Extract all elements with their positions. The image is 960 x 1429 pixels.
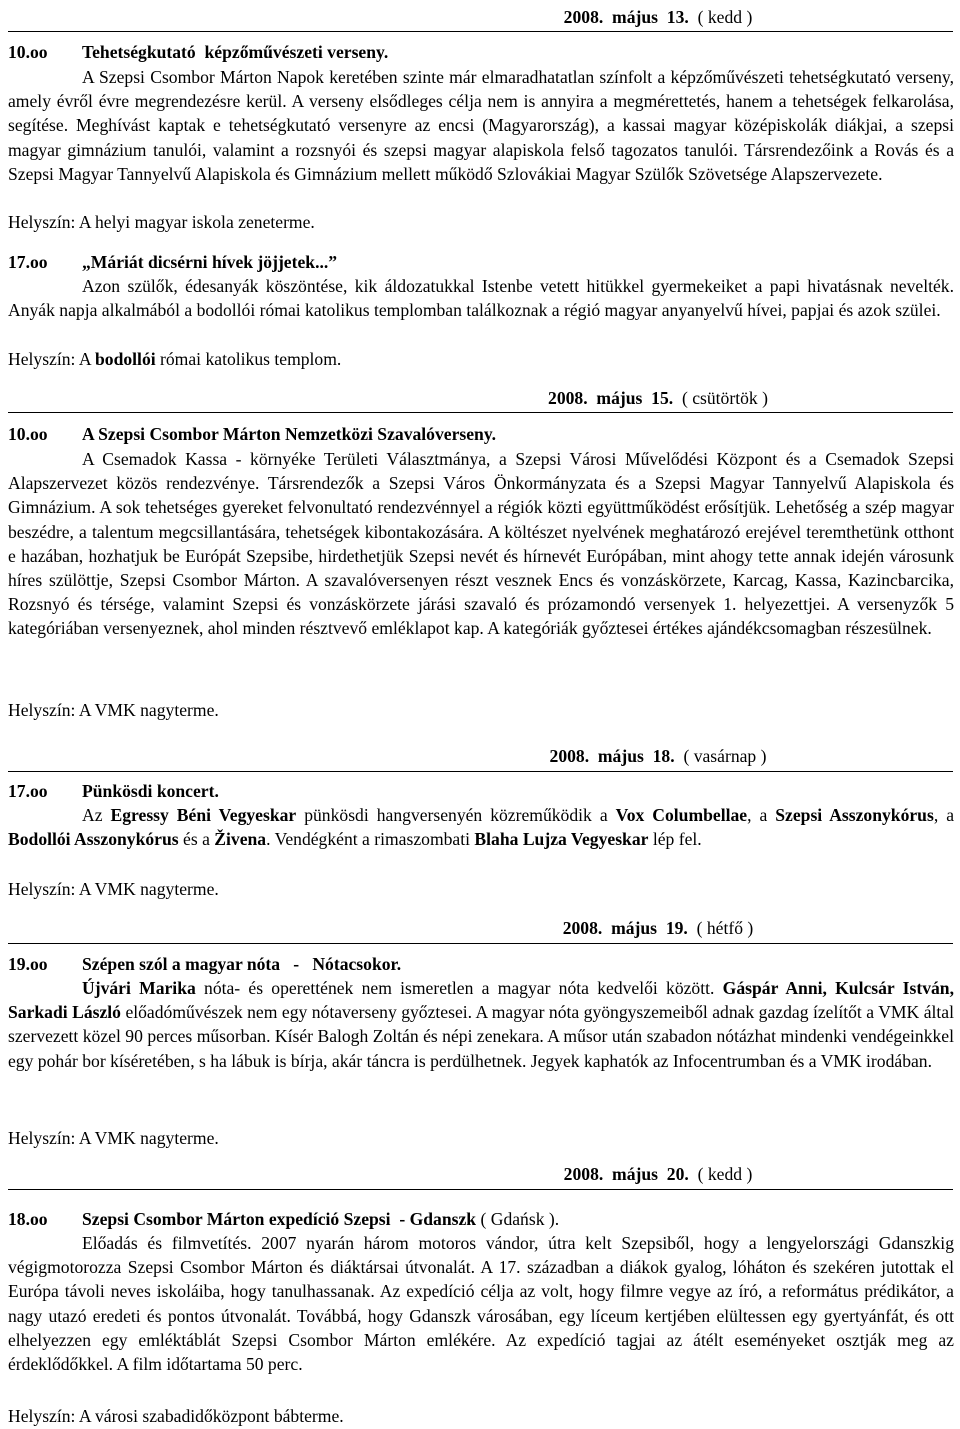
event-description: Azon szülők, édesanyák köszöntése, kik áldozatukkal Istenbe vetett hitükkel gyermekeiket a papi hivatásnak nevelték. Anyák napja alkalmából a bodollói római katolikus templomban találkoznak a régió magyar anyanyelvű hívei, papjai és azok szülei. (8, 276, 954, 321)
event-heading (8, 1207, 954, 1231)
text-segment: . Vendégként a rimaszombati (266, 829, 475, 850)
location-text: római katolikus templom. (155, 349, 342, 369)
location-label: Helyszín: (8, 349, 76, 369)
event-description: A Csemadok Kassa - környéke Területi Választmánya, a Szepsi Városi Művelődési Központ és a Csemadok Szepsi Alapszervezet közös rendezvénye. Társrendezők a Szepsi Város Önkormányzata és a Szepsi Magyar Tannyelvű Alapiskola és Gimnázium. A sok tehetséges gyereket felvonultató rendezvénnyel a régiók közti együttműködést erősítjük. Lehetőség a szép magyar beszédre, a talentum megcsillantására, tehetségek kibontakozására. A költészet nyelvének meghatározó erejével teremthetünk otthont e hazában, hozhatjuk be Európát Szepsibe, hirdethetjük Szepsi nevét és hírnevét Európában, mint ahogy tette annak idején városunk híres szülöttje, Szepsi Csombor Márton. A szavalóversenyen részt vesznek Encs és vonzáskörzete, Karcag, Kassa, Kazincbarcika, Rozsnyó és térsége, valamint Szepsi és vonzáskörzete járási szavaló és prózamondó versenyek 1. helyezettjei. A versenyzők 5 kategóriában versenyeznek, ahol minden résztvevő emléklapot kap. A kategóriák győztesei értékes ajándékcsomagban részesülnek. (8, 449, 954, 639)
location-label: Helyszín: (8, 1406, 76, 1426)
day-divider (8, 943, 953, 944)
location-text: A VMK nagyterme. (75, 1128, 219, 1148)
bold-segment: Újvári Marika (82, 978, 196, 998)
event-location: Helyszín: A bodollói római katolikus templom. (8, 349, 342, 369)
text-segment: nóta- és operettének nem ismeretlen a magyar nóta kedvelői között. (195, 978, 723, 998)
location-text: A városi szabadidőközpont bábterme. (75, 1406, 344, 1426)
event-description (8, 803, 954, 851)
text-segment: előadóművészek nem egy nótaverseny győztesei. A magyar nóta gyöngyszemeiből adnak gazdag ízelítőt a VMK által szervezett közel 90 perces műsorban. Kísér Balogh Zoltán és népi zenekara. A műsor után szabadon nótázhat mindenki vendégeinkkel egy pohár bor kíséretében, s ha lábuk is bírja, akár táncra is perdülhetnek. Jegyek kaphatók az Infocentrumban és a VMK irodában. (8, 1002, 954, 1071)
day-divider (8, 1189, 953, 1190)
day-heading: 2008. május 15. ( csütörtök ) (548, 388, 768, 408)
bold-segment: Egressy Béni Vegyeskar (110, 805, 297, 825)
event-location (8, 877, 219, 901)
text-segment: , a (933, 805, 955, 825)
event-time: 18.oo (8, 1209, 48, 1229)
location-bold: bodollói (95, 349, 156, 369)
event-title: Szépen szól a magyar nóta - Nótacsokor. (82, 954, 402, 974)
location-text: A helyi magyar iskola zeneterme. (75, 212, 315, 232)
event-description: A Szepsi Csombor Márton Napok keretében szinte már elmaradhatatlan színfolt a képzőművészeti tehetségkutató verseny, amely évről évre megrendezésre kerül. A verseny elsődleges célja nem is annyira a megmérettetés, hanem a tehetségek felkarolása, segítése. Meghívást kaptak e tehetségkutató versenyre az encsi (Magyarország), a kassai magyar középiskolák diákjai, a szepsi magyar gimnázium tanulói, valamint a rozsnyói és szepsi magyar alapiskola felső tagozatos tanulói. Társrendezőink a Rovás és a Szepsi Magyar Tannyelvű Alapiskola és Gimnázium mellett működő Szlovákiai Magyar Szülők Szövetsége Alapszervezete. (8, 67, 954, 184)
text-segment: , a (747, 805, 776, 825)
text-segment: lép fel. (648, 829, 702, 850)
bold-segment: Živena (214, 829, 267, 850)
location-label: Helyszín: (8, 700, 76, 720)
event-time: 17.oo (8, 252, 48, 272)
event-description: Előadás és filmvetítés. 2007 nyarán három motoros vándor, útra kelt Szepsiből, hogy a lengyelországi Gdanszkig végigmotorozza Szepsi Csombor Márton és diáktársai útvonalát. A 17. században a diákok gyalog, lóháton és szekéren jutottak el Európa távoli neves iskoláiba, hogy tanulhassanak. Az expedíció célja az volt, hogy filmre vegye az író, a református prédikátor, a nagy utazó eredeti és pontos útvonalát. Továbbá, hogy Gdanszk városában, egy líceum kertjében elültessen egy gyertyánfát, és ott elhelyezzen egy emléktáblát Szepsi Csombor Márton emlékére. Az expedíció tagjai az átélt eseményeket osztják meg az érdeklődőkkel. A film időtartama 50 perc. (8, 1233, 954, 1375)
location-label: Helyszín: (8, 212, 76, 232)
event-time: 17.oo (8, 781, 48, 801)
event-location (8, 1404, 344, 1428)
location-label: Helyszín: (8, 879, 76, 899)
event-time: 19.oo (8, 954, 48, 974)
event-description (8, 976, 954, 1073)
bold-segment: Gáspár Anni, Kulcsár István, Sarkadi László (8, 978, 954, 1023)
bold-segment: Szepsi Asszonykórus (775, 805, 934, 825)
day-heading: 2008. május 19. ( hétfő ) (562, 918, 754, 938)
event-title-rest: ( Gdańsk ). (476, 1209, 560, 1229)
event-heading (8, 779, 954, 803)
event-location (8, 1126, 219, 1150)
text-segment: pünkösdi hangversenyén közreműködik a (296, 805, 616, 825)
event-title: A Szepsi Csombor Márton Nemzetközi Szavalóverseny. (82, 424, 497, 444)
day-heading: 2008. május 13. ( kedd ) (563, 7, 753, 27)
text-segment: és a (178, 829, 215, 850)
event-time: 10.oo (8, 424, 48, 444)
event-location (8, 210, 315, 234)
day-heading: 2008. május 18. ( vasárnap ) (549, 746, 767, 766)
event-title: Pünkösdi koncert. (82, 781, 219, 801)
location-label: Helyszín: (8, 1128, 76, 1148)
bold-segment: Blaha Lujza Vegyeskar (474, 829, 649, 850)
event-heading (8, 422, 954, 446)
event-title: Szepsi Csombor Márton expedíció Szepsi - Gdanszk (82, 1209, 477, 1229)
day-divider (8, 31, 953, 32)
day-divider (8, 771, 953, 772)
event-time: 10.oo (8, 42, 48, 62)
bold-segment: Bodollói Asszonykórus (8, 829, 179, 850)
text-segment: Az (82, 805, 111, 825)
event-heading (8, 250, 954, 274)
day-divider (8, 412, 953, 413)
event-title: „Máriát dicsérni hívek jöjjetek...” (82, 252, 338, 272)
location-text: A VMK nagyterme. (75, 700, 219, 720)
location-text: A VMK nagyterme. (75, 879, 219, 899)
event-location (8, 698, 219, 722)
day-heading: 2008. május 20. ( kedd ) (563, 1164, 753, 1184)
event-heading (8, 40, 954, 64)
bold-segment: Vox Columbellae (615, 805, 748, 825)
event-heading (8, 952, 954, 976)
event-title: Tehetségkutató képzőművészeti verseny. (82, 42, 389, 62)
